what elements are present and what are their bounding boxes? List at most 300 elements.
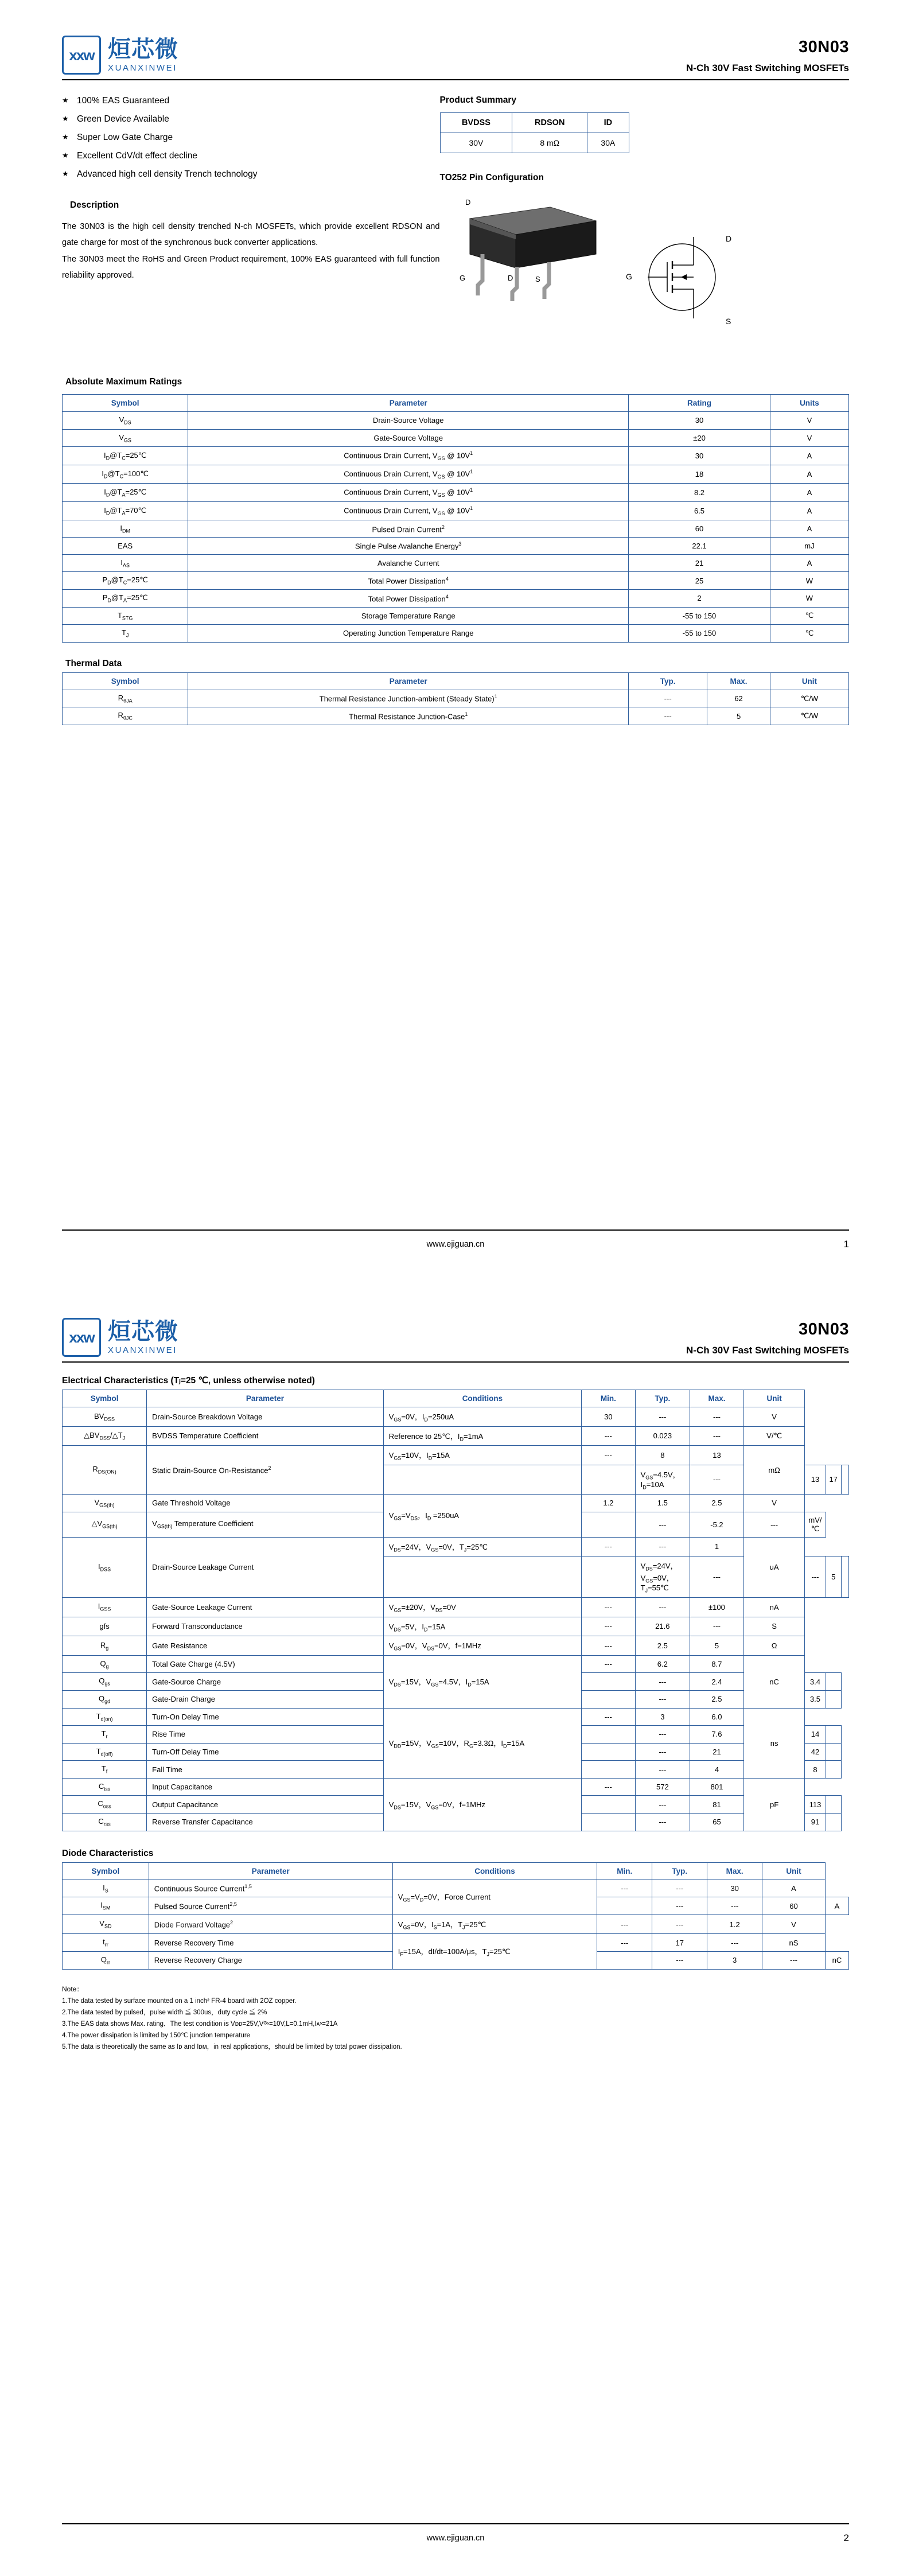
table-cell: [582, 1557, 635, 1598]
diode-title: Diode Characteristics: [62, 1848, 154, 1858]
table-cell: Input Capacitance: [147, 1778, 384, 1796]
table-cell: $V_{DS}=24V$，$V_{GS}=0V$，$T_J=55℃$: [635, 1557, 690, 1598]
column-header: Parameter: [147, 1390, 384, 1407]
table-cell: $V_{GS}=4.5V$，$I_D=10A$: [635, 1465, 690, 1494]
table-row: [440, 133, 629, 153]
table-cell: $V_{GS}=0V$，$I_D=250uA$: [383, 1407, 581, 1427]
table-cell: [582, 1796, 635, 1814]
table-cell: $\triangle BV_{DSS}/\triangle T_J$: [63, 1426, 147, 1446]
feature-list: [62, 95, 440, 181]
table-cell: $I_S$: [63, 1880, 149, 1897]
table-cell: Storage Temperature Range: [188, 607, 629, 625]
table-cell: A: [770, 484, 848, 502]
table-cell: ---: [582, 1636, 635, 1656]
table-cell: Reverse Recovery Charge: [149, 1952, 392, 1970]
table-cell: ---: [707, 1934, 762, 1952]
column-header: Unit: [762, 1862, 826, 1880]
table-cell: $I_D@T_A=70℃$: [63, 501, 188, 520]
table-header-row: [63, 395, 849, 412]
column-header: Typ.: [635, 1390, 690, 1407]
table-row: [63, 607, 849, 625]
table-cell: A: [770, 465, 848, 484]
table-cell: [842, 1465, 849, 1494]
table-cell: V: [743, 1407, 805, 1427]
mosfet-symbol-icon: [618, 227, 750, 330]
table-cell: Pulsed Drain Current$^2$: [188, 520, 629, 538]
table-cell: 8: [635, 1446, 690, 1465]
table-cell: 5: [826, 1557, 841, 1598]
table-cell: 91: [805, 1814, 826, 1831]
absolute-max-title: Absolute Maximum Ratings: [65, 377, 182, 387]
table-cell: 2.5: [690, 1494, 744, 1512]
table-cell: 6.0: [690, 1708, 744, 1726]
electrical-title: Electrical Characteristics (Tⱼ=25 ℃, unless otherwise noted): [62, 1376, 315, 1386]
company-name-en: XUANXINWEI: [108, 63, 178, 73]
description-title: Description: [70, 200, 119, 210]
company-name-cn: 烜芯微: [108, 1318, 178, 1345]
svg-text:D: D: [507, 274, 513, 282]
table-cell: 30: [582, 1407, 635, 1427]
table-cell: 801: [690, 1778, 744, 1796]
table-cell: Thermal Resistance Junction-Case$^1$: [188, 707, 629, 725]
table-cell: $Q_{gs}$: [63, 1673, 147, 1691]
logo-mark-icon: xxw: [62, 1318, 101, 1357]
table-cell: $t_{rr}$: [63, 1934, 149, 1952]
table-cell: A: [770, 447, 848, 465]
table-cell: -55 to 150: [629, 607, 770, 625]
page-header: [62, 1318, 849, 1357]
to252-package-icon: [453, 194, 613, 309]
column-header: Symbol: [63, 672, 188, 690]
table-cell: [582, 1673, 635, 1691]
column-header: Max.: [707, 672, 770, 690]
table-cell: [826, 1761, 841, 1779]
table-cell: mV/℃: [805, 1512, 826, 1537]
table-cell: Total Gate Charge (4.5V): [147, 1655, 384, 1673]
table-cell: $Q_{rr}$: [63, 1952, 149, 1970]
page-header: [62, 36, 849, 75]
table-row: [63, 412, 849, 430]
part-description: N-Ch 30V Fast Switching MOSFETs: [686, 63, 849, 73]
table-cell: ---: [582, 1537, 635, 1557]
table-cell: Gate-Source Charge: [147, 1673, 384, 1691]
table-row: [63, 1880, 849, 1897]
table-cell: ---: [652, 1880, 707, 1897]
table-cell: ℃: [770, 607, 848, 625]
table-cell: $\triangle V_{GS(th)}$: [63, 1512, 147, 1537]
table-cell: [826, 1796, 841, 1814]
table-row: [63, 589, 849, 607]
table-cell: 17: [826, 1465, 841, 1494]
table-cell: ---: [743, 1512, 805, 1537]
header-divider: [62, 1361, 849, 1363]
table-cell: ---: [597, 1915, 652, 1934]
table-cell: ---: [690, 1465, 744, 1494]
table-cell: BVDSS Temperature Coefficient: [147, 1426, 384, 1446]
table-header-row: [63, 1390, 849, 1407]
note-item: 4.The power dissipation is limited by 150℃ junction temperature: [62, 2032, 251, 2039]
table-cell: ---: [652, 1897, 707, 1915]
footer-divider: [62, 2523, 849, 2524]
table-cell: $V_{DS}$: [63, 412, 188, 430]
table-cell: 13: [805, 1465, 826, 1494]
table-cell: 572: [635, 1778, 690, 1796]
table-cell: ---: [635, 1673, 690, 1691]
table-cell: Reverse Transfer Capacitance: [147, 1814, 384, 1831]
company-name-cn: 烜芯微: [108, 36, 178, 63]
table-cell: Gate-Source Leakage Current: [147, 1597, 384, 1617]
column-header: Parameter: [188, 395, 629, 412]
table-cell: ---: [690, 1426, 744, 1446]
table-cell: $V_{GS}=V_{DS}$，$I_D =250uA$: [383, 1494, 581, 1537]
notes-section: [62, 1983, 849, 2053]
table-row: [63, 520, 849, 538]
package-drawing-area: [440, 191, 849, 357]
table-cell: ---: [690, 1407, 744, 1427]
table-cell: ---: [762, 1952, 826, 1970]
table-cell: $Q_g$: [63, 1655, 147, 1673]
table-cell: 3: [707, 1952, 762, 1970]
column-header: Symbol: [63, 1390, 147, 1407]
table-row: [63, 465, 849, 484]
table-row: [63, 447, 849, 465]
table-cell: nS: [762, 1934, 826, 1952]
table-cell: ---: [635, 1690, 690, 1708]
table-cell: $T_f$: [63, 1761, 147, 1779]
table-cell: 113: [805, 1796, 826, 1814]
table-cell: Total Power Dissipation$^4$: [188, 589, 629, 607]
table-cell: 62: [707, 690, 770, 707]
diode-characteristics-table: [62, 1862, 849, 1970]
table-cell: ---: [635, 1743, 690, 1761]
table-cell: pF: [743, 1778, 805, 1831]
table-cell: 60: [762, 1897, 826, 1915]
table-cell: 4: [690, 1761, 744, 1779]
table-cell: [582, 1743, 635, 1761]
table-row: [63, 690, 849, 707]
table-cell: nA: [743, 1597, 805, 1617]
table-cell: ---: [635, 1407, 690, 1427]
table-cell: 1: [690, 1537, 744, 1557]
table-cell: 65: [690, 1814, 744, 1831]
table-cell: 30: [629, 412, 770, 430]
table-cell: ---: [690, 1557, 744, 1598]
table-cell: 3: [635, 1708, 690, 1726]
table-cell: [582, 1726, 635, 1744]
table-cell: V: [743, 1494, 805, 1512]
table-cell: ---: [629, 707, 707, 725]
table-cell: Forward Transconductance: [147, 1617, 384, 1636]
column-header: Conditions: [383, 1390, 581, 1407]
table-cell: 5: [690, 1636, 744, 1656]
page-1: [0, 0, 911, 1282]
table-cell: ---: [652, 1952, 707, 1970]
table-cell: 25: [629, 572, 770, 590]
table-cell: $V_{SD}$: [63, 1915, 149, 1934]
table-row: [63, 707, 849, 725]
table-cell: ---: [597, 1934, 652, 1952]
product-summary-title: Product Summary: [439, 95, 517, 105]
table-cell: 21.6: [635, 1617, 690, 1636]
column-header: Symbol: [63, 395, 188, 412]
table-cell: 18: [629, 465, 770, 484]
table-cell: ---: [582, 1446, 635, 1465]
table-cell: $V_{DD}=15V$，$V_{GS}=10V$，$R_G=3.3\Omega$，$I_D=15A$: [383, 1708, 581, 1778]
table-cell: 5: [707, 707, 770, 725]
table-row: [63, 1446, 849, 1465]
table-cell: $I_F=15A$，dI/dt=100A/μs，$T_J=25℃$: [392, 1934, 597, 1969]
table-cell: ---: [635, 1761, 690, 1779]
page-footer: [62, 1225, 849, 1249]
electrical-characteristics-table: [62, 1390, 849, 1831]
table-cell: Static Drain-Source On-Resistance$^2$: [147, 1446, 384, 1495]
column-header: Conditions: [392, 1862, 597, 1880]
table-row: [63, 429, 849, 447]
table-cell: Total Power Dissipation$^4$: [188, 572, 629, 590]
table-row: [63, 1494, 849, 1512]
table-cell: 0.023: [635, 1426, 690, 1446]
table-cell: A: [770, 554, 848, 572]
table-cell: 14: [805, 1726, 826, 1744]
table-cell: ---: [582, 1778, 635, 1796]
footer-divider: [62, 1229, 849, 1231]
table-cell: $I_{GSS}$: [63, 1597, 147, 1617]
table-cell: $R_g$: [63, 1636, 147, 1656]
company-logo: [62, 36, 178, 75]
column-header: Parameter: [188, 672, 629, 690]
table-row: [63, 1407, 849, 1427]
table-cell: $V_{DS}=5V$，$I_D=15A$: [383, 1617, 581, 1636]
table-cell: EAS: [63, 538, 188, 554]
table-cell: gfs: [63, 1617, 147, 1636]
list-item: ★ Green Device Available: [62, 114, 440, 126]
table-cell: W: [770, 572, 848, 590]
table-row: [63, 484, 849, 502]
table-cell: A: [770, 501, 848, 520]
company-logo: [62, 1318, 178, 1357]
table-cell: [826, 1726, 841, 1744]
table-cell: 21: [690, 1743, 744, 1761]
svg-text:G: G: [625, 272, 632, 281]
svg-text:D: D: [465, 198, 470, 207]
table-cell: Continuous Source Current$^{1,5}$: [149, 1880, 392, 1897]
table-cell: Reverse Recovery Time: [149, 1934, 392, 1952]
table-cell: $Q_{gd}$: [63, 1690, 147, 1708]
table-cell: 30V: [440, 133, 512, 153]
table-cell: ---: [635, 1537, 690, 1557]
table-cell: $T_r$: [63, 1726, 147, 1744]
notes-title: Note：: [62, 1984, 84, 1993]
table-row: [63, 1778, 849, 1796]
table-cell: Continuous Drain Current, $V_{GS}$ @ $10V^1$: [188, 484, 629, 502]
table-cell: Turn-Off Delay Time: [147, 1743, 384, 1761]
column-header: Unit: [770, 672, 848, 690]
table-cell: $C_{rss}$: [63, 1814, 147, 1831]
table-cell: Pulsed Source Current$^{2,5}$: [149, 1897, 392, 1915]
header-divider: [62, 79, 849, 80]
pin-config-title: TO252 Pin Configuration: [439, 173, 544, 182]
footer-url[interactable]: www.ejiguan.cn: [426, 2534, 485, 2543]
table-cell: $I_{DSS}$: [63, 1537, 147, 1597]
table-cell: [582, 1814, 635, 1831]
table-cell: 2.4: [690, 1673, 744, 1691]
table-cell: ---: [597, 1880, 652, 1897]
table-cell: [582, 1512, 635, 1537]
table-cell: Continuous Drain Current, $V_{GS}$ @ $10V^1$: [188, 501, 629, 520]
table-cell: 2.5: [635, 1636, 690, 1656]
table-cell: ---: [635, 1796, 690, 1814]
table-cell: 6.2: [635, 1655, 690, 1673]
table-cell: [597, 1897, 652, 1915]
table-cell: V: [762, 1915, 826, 1934]
page-2: [0, 1282, 911, 2576]
page-number: 1: [843, 1239, 849, 1250]
table-cell: ---: [652, 1915, 707, 1934]
table-cell: $R_{\theta JA}$: [63, 690, 188, 707]
table-cell: Thermal Resistance Junction-ambient (Steady State)$^1$: [188, 690, 629, 707]
table-row: [440, 113, 629, 133]
table-cell: ---: [582, 1708, 635, 1726]
table-cell: [826, 1690, 841, 1708]
table-cell: Gate-Drain Charge: [147, 1690, 384, 1708]
table-cell: Drain-Source Leakage Current: [147, 1537, 384, 1597]
table-cell: [582, 1761, 635, 1779]
footer-url[interactable]: www.ejiguan.cn: [426, 1240, 485, 1249]
thermal-title: Thermal Data: [65, 658, 122, 668]
column-header: Symbol: [63, 1862, 149, 1880]
column-header: Min.: [597, 1862, 652, 1880]
part-description: N-Ch 30V Fast Switching MOSFETs: [686, 1345, 849, 1356]
table-cell: $V_{GS}=V_D=0V$，Force Current: [392, 1880, 597, 1915]
table-cell: 1.2: [707, 1915, 762, 1934]
table-cell: $I_D@T_C=25℃$: [63, 447, 188, 465]
table-cell: [826, 1673, 841, 1691]
column-header: Max.: [707, 1862, 762, 1880]
table-cell: 1.5: [635, 1494, 690, 1512]
table-row: [63, 501, 849, 520]
table-cell: $I_{SM}$: [63, 1897, 149, 1915]
table-cell: 60: [629, 520, 770, 538]
table-row: [63, 1708, 849, 1726]
table-cell: $I_{AS}$: [63, 554, 188, 572]
table-cell: 30: [707, 1880, 762, 1897]
table-cell: Fall Time: [147, 1761, 384, 1779]
logo-mark-icon: xxw: [62, 36, 101, 75]
table-cell: Ω: [743, 1636, 805, 1656]
table-cell: [826, 1743, 841, 1761]
table-cell: 13: [690, 1446, 744, 1465]
table-cell: ---: [582, 1597, 635, 1617]
table-cell: $C_{oss}$: [63, 1796, 147, 1814]
table-cell: 8: [805, 1761, 826, 1779]
table-cell: 8.7: [690, 1655, 744, 1673]
table-cell: $I_D@T_C=100℃$: [63, 465, 188, 484]
description-paragraph: The 30N03 is the high cell density trenched N-ch MOSFETs, which provide excellent RDSON and gate charge for most of the synchronous buck converter applications.: [62, 221, 440, 248]
table-row: [63, 625, 849, 643]
table-cell: $I_D@T_A=25℃$: [63, 484, 188, 502]
table-cell: 8 mΩ: [512, 133, 587, 153]
list-item: ★ Advanced high cell density Trench technology: [62, 169, 440, 181]
table-cell: 6.5: [629, 501, 770, 520]
table-cell: $V_{DS}=15V$，$V_{GS}=4.5V$，$I_D=15A$: [383, 1655, 581, 1708]
svg-text:G: G: [459, 274, 465, 282]
table-cell: [842, 1557, 849, 1598]
table-row: [63, 554, 849, 572]
note-item: 1.The data tested by surface mounted on a 1 inch² FR-4 board with 2OZ copper.: [62, 1997, 297, 2005]
table-cell: 2: [629, 589, 770, 607]
table-cell: mΩ: [743, 1446, 805, 1495]
column-header: RDSON: [512, 113, 587, 133]
svg-text:S: S: [725, 317, 731, 326]
column-header: Parameter: [149, 1862, 392, 1880]
table-cell: [582, 1690, 635, 1708]
table-cell: ±100: [690, 1597, 744, 1617]
table-cell: $V_{GS}=\pm 20V$，$V_{DS}=0V$: [383, 1597, 581, 1617]
table-row: [63, 1597, 849, 1617]
table-cell: ns: [743, 1708, 805, 1778]
table-cell: ℃: [770, 625, 848, 643]
column-header: BVDSS: [440, 113, 512, 133]
table-cell: W: [770, 589, 848, 607]
list-item: ★ Super Low Gate Charge: [62, 132, 440, 144]
table-cell: ---: [635, 1814, 690, 1831]
list-item: ★ Excellent CdV/dt effect decline: [62, 150, 440, 162]
table-row: [63, 1426, 849, 1446]
table-cell: 3.4: [805, 1673, 826, 1691]
note-item: 2.The data tested by pulsed，pulse width ≦ 300us，duty cycle ≦ 2%: [62, 2009, 267, 2016]
table-cell: 8.2: [629, 484, 770, 502]
product-summary-table: [440, 112, 629, 153]
table-cell: ---: [582, 1617, 635, 1636]
table-cell: uA: [743, 1537, 805, 1597]
table-cell: $C_{iss}$: [63, 1778, 147, 1796]
table-cell: 30A: [587, 133, 629, 153]
table-cell: ---: [629, 690, 707, 707]
table-cell: $T_{d(on)}$: [63, 1708, 147, 1726]
table-cell: Output Capacitance: [147, 1796, 384, 1814]
table-cell: Drain-Source Breakdown Voltage: [147, 1407, 384, 1427]
table-cell: $V_{GS}=10V$，$I_D=15A$: [383, 1446, 581, 1465]
table-cell: ---: [582, 1655, 635, 1673]
table-cell: ---: [635, 1726, 690, 1744]
table-cell: 3.5: [805, 1690, 826, 1708]
column-header: Max.: [690, 1390, 744, 1407]
table-cell: $V_{DS}=15V$，$V_{GS}=0V$，f=1MHz: [383, 1778, 581, 1831]
table-row: [63, 1537, 849, 1557]
table-cell: $T_J$: [63, 625, 188, 643]
table-cell: Drain-Source Voltage: [188, 412, 629, 430]
table-cell: Avalanche Current: [188, 554, 629, 572]
table-cell: 30: [629, 447, 770, 465]
note-item: 5.The data is theoretically the same as Iᴅ and Iᴅᴍ，in real applications，should be limited by total power dissipation.: [62, 2044, 402, 2051]
table-row: [63, 1636, 849, 1656]
table-cell: 81: [690, 1796, 744, 1814]
table-cell: nC: [743, 1655, 805, 1708]
table-cell: 17: [652, 1934, 707, 1952]
table-cell: -55 to 150: [629, 625, 770, 643]
table-cell: Continuous Drain Current, $V_{GS}$ @ $10V^1$: [188, 465, 629, 484]
table-cell: Turn-On Delay Time: [147, 1708, 384, 1726]
table-cell: V: [770, 429, 848, 447]
company-name-en: XUANXINWEI: [108, 1345, 178, 1355]
table-cell: 2.5: [690, 1690, 744, 1708]
table-cell: Continuous Drain Current, $V_{GS}$ @ $10V^1$: [188, 447, 629, 465]
table-cell: Reference to 25℃，$I_D=1mA$: [383, 1426, 581, 1446]
column-header: Typ.: [629, 672, 707, 690]
table-cell: ---: [635, 1597, 690, 1617]
part-number: 30N03: [799, 38, 849, 56]
table-cell: [597, 1952, 652, 1970]
